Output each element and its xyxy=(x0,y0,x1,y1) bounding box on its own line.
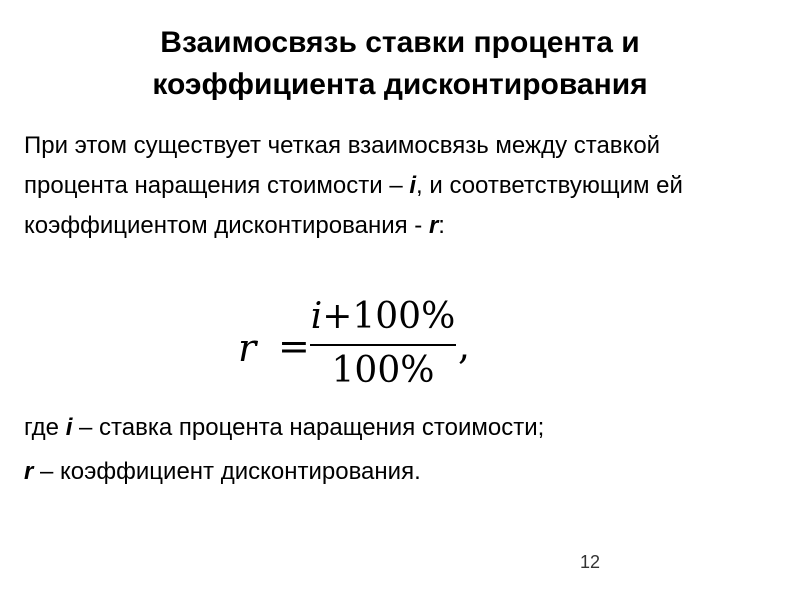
slide-title xyxy=(0,22,800,106)
page-number: 12 xyxy=(580,552,601,572)
formula-comma: , xyxy=(458,324,471,368)
definition-i-symbol: i xyxy=(65,414,73,441)
formula-equals: = xyxy=(278,324,310,368)
definitions xyxy=(24,406,764,494)
definition-r-text: – коэффициент дисконтирования. xyxy=(33,458,421,485)
title-line-1: Взаимосвязь ставки процента и xyxy=(160,26,640,59)
fraction-bar xyxy=(310,344,456,346)
definition-r-symbol: r xyxy=(24,458,34,485)
intro-var-i: i xyxy=(409,172,417,199)
definition-r xyxy=(24,450,764,494)
formula-numerator-var: i xyxy=(310,296,323,337)
intro-text-1: При этом существует четкая взаимосвязь между ставкой процента наращения стоимости – xyxy=(24,132,661,199)
discount-formula xyxy=(238,296,498,396)
intro-text-3: : xyxy=(438,212,445,239)
formula-numerator xyxy=(308,296,458,337)
definition-i-text: – ставка процента наращения стоимости; xyxy=(72,414,545,441)
formula-denominator: 100% xyxy=(331,350,435,391)
formula-numerator-rest: +100% xyxy=(322,296,456,337)
formula-lhs: r xyxy=(238,326,257,370)
intro-var-r: r xyxy=(428,212,439,239)
intro-paragraph xyxy=(24,126,764,246)
definition-i-prefix: где xyxy=(24,414,66,441)
definition-i xyxy=(24,406,764,450)
title-line-2: коэффициента дисконтирования xyxy=(152,68,648,101)
intro-text-2: , и соответствующим ей коэффициентом дисконтирования - xyxy=(24,172,683,239)
